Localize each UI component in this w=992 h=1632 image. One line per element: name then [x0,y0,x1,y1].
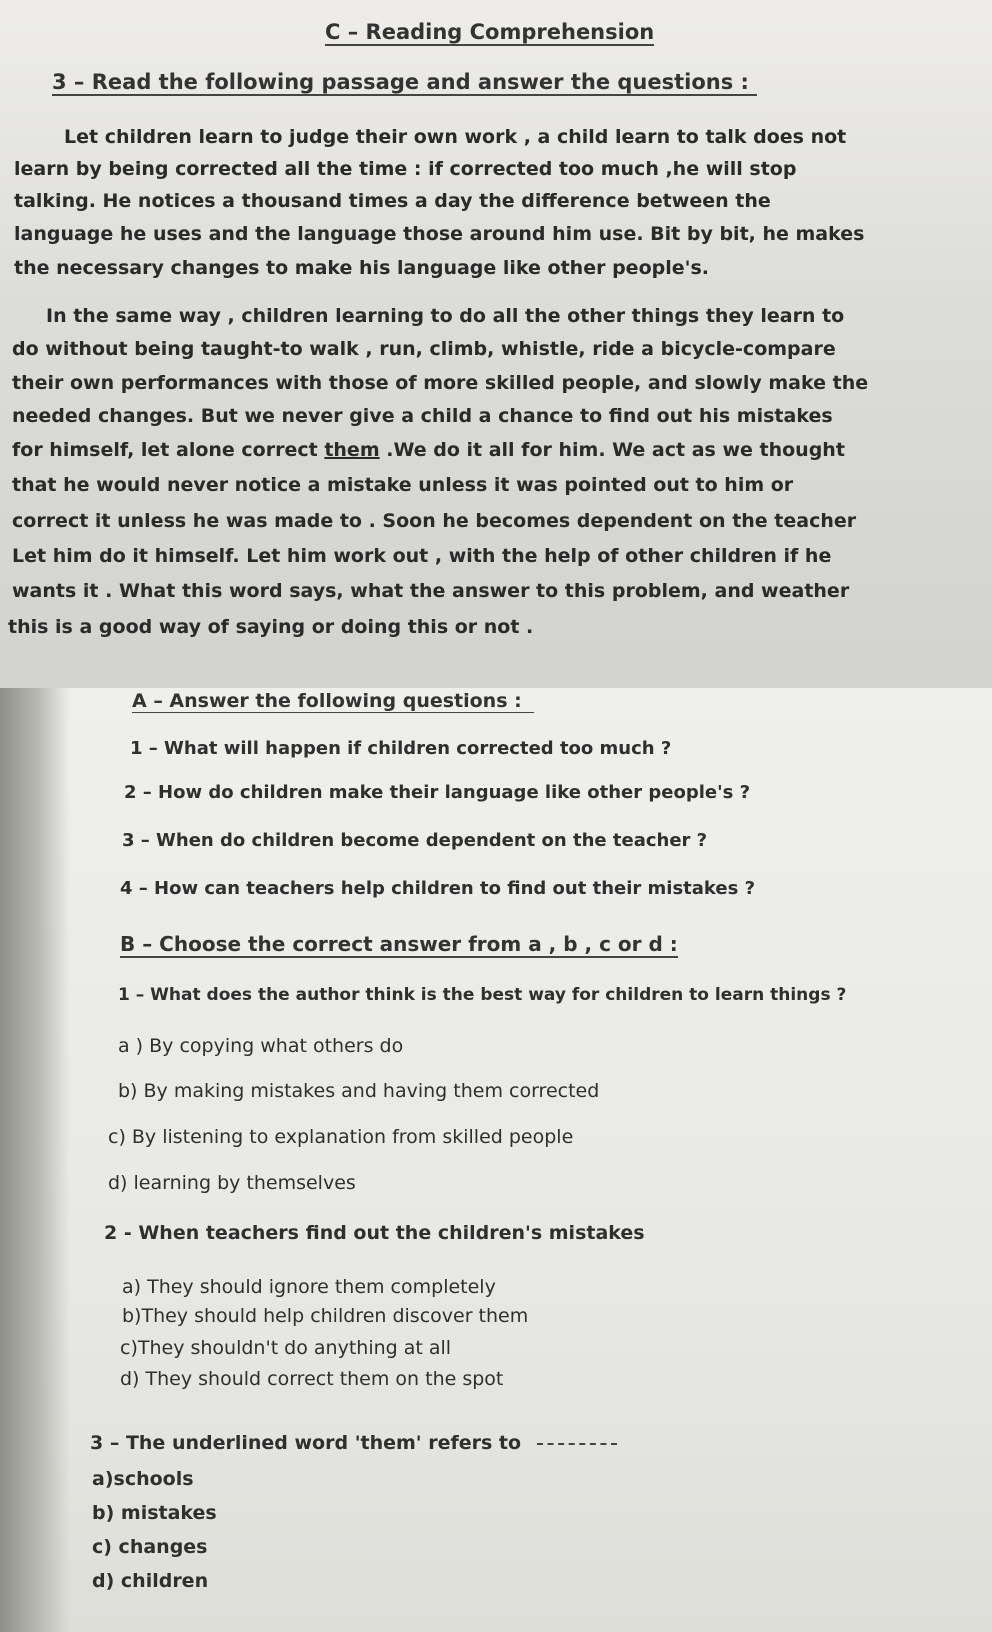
passage-line: wants it . What this word says, what the answer to this problem, and weather [12,580,850,602]
question-a2: 2 – How do children make their language like other people's ? [124,782,751,803]
passage-line: correct it unless he was made to . Soon he becomes dependent on the teacher [12,510,857,532]
passage-line: Let children learn to judge their own work , a child learn to talk does not [64,126,847,148]
part-b-title: B – Choose the correct answer from a , b , c or d : [120,932,678,956]
passage-line: do without being taught-to walk , run, climb, whistle, ride a bicycle-compare [12,338,836,360]
passage-text: .We do it all for him. We act as we thought [379,439,845,461]
passage-line: In the same way , children learning to do all the other things they learn to [46,305,845,327]
answer-blank [537,1443,617,1445]
option-b1-c: c) By listening to explanation from skilled people [108,1126,574,1148]
option-b3-a: a)schools [92,1468,194,1490]
option-b3-b: b) mistakes [92,1502,217,1524]
question-a1: 1 – What will happen if children corrected too much ? [130,738,672,759]
question-b1: 1 – What does the author think is the best way for children to learn things ? [118,985,847,1005]
passage-text: for himself, let alone correct [12,439,325,461]
passage-line: learn by being corrected all the time : if corrected too much ,he will stop [14,158,797,180]
question-b2: 2 - When teachers find out the children's mistakes [104,1222,645,1244]
passage-line: talking. He notices a thousand times a day the difference between the [14,190,771,212]
passage-line: language he uses and the language those around him use. Bit by bit, he makes [14,223,865,245]
question-b3-text: 3 – The underlined word 'them' refers to [90,1432,522,1454]
underlined-word-them: them [324,439,380,461]
passage-line: their own performances with those of more skilled people, and slowly make the [12,372,869,394]
option-b1-b: b) By making mistakes and having them corrected [118,1080,600,1102]
passage-line: this is a good way of saying or doing this or not . [8,616,534,638]
option-b1-a: a ) By copying what others do [118,1035,404,1057]
passage-line: that he would never notice a mistake unless it was pointed out to him or [12,474,794,496]
option-b2-d: d) They should correct them on the spot [120,1368,504,1390]
passage-line: Let him do it himself. Let him work out , with the help of other children if he [12,545,832,567]
option-b2-c: c)They shouldn't do anything at all [120,1337,452,1359]
passage-line: needed changes. But we never give a child a chance to find out his mistakes [12,405,833,427]
option-b3-d: d) children [92,1570,209,1592]
part-a-title: A – Answer the following questions : [132,690,534,713]
question-a3: 3 – When do children become dependent on the teacher ? [122,830,708,851]
passage-line [12,439,845,461]
question-a4: 4 – How can teachers help children to find out their mistakes ? [120,878,756,899]
option-b2-a: a) They should ignore them completely [122,1276,496,1298]
option-b3-c: c) changes [92,1536,208,1558]
page-edge-shadow [0,688,70,1632]
option-b2-b: b)They should help children discover them [122,1305,529,1327]
question-b3 [90,1432,617,1454]
passage-line: the necessary changes to make his language like other people's. [14,257,709,279]
section-title: C – Reading Comprehension [325,20,655,44]
passage-instruction: 3 – Read the following passage and answer the questions : [52,70,757,96]
option-b1-d: d) learning by themselves [108,1172,356,1194]
